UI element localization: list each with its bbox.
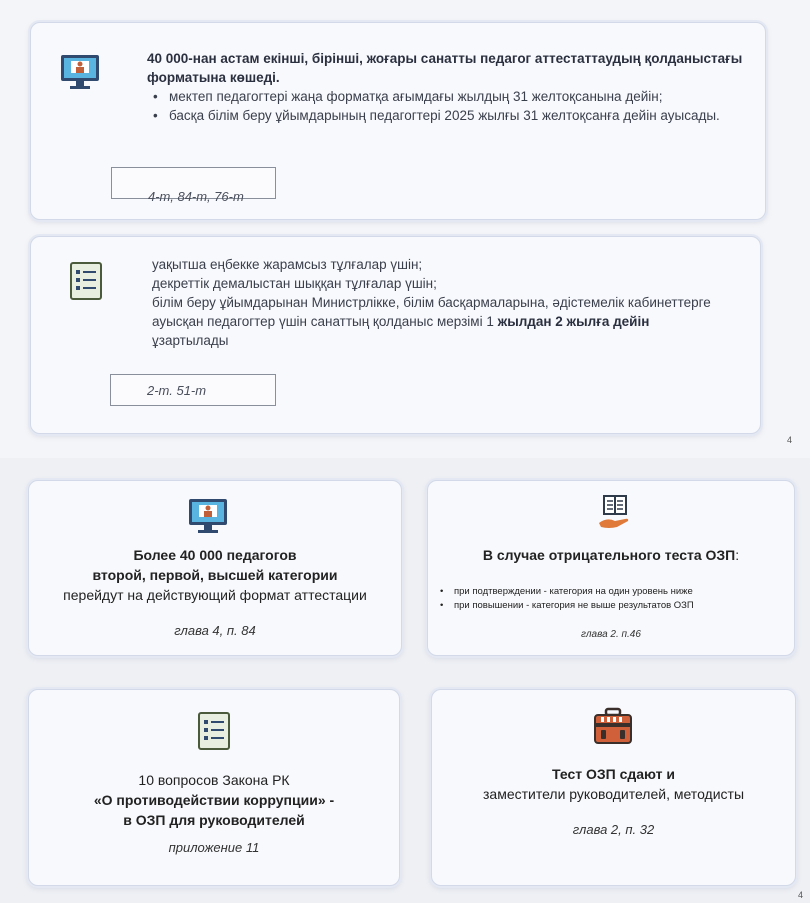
card-f-bold-line-1: Тест ОЗП сдают и (551, 766, 676, 782)
card-b-reference (110, 374, 276, 406)
card-negative-test-ru (427, 480, 795, 656)
card-category-extension-kz (30, 236, 761, 434)
card-b-tail: ұзартылады (152, 333, 229, 348)
card-c-bold-line-1: Более 40 000 педагогов (133, 547, 297, 563)
card-f-reference: глава 2, п. 32 (572, 822, 655, 837)
card-d-bullet-1: • при подтверждении - категория на один уровень ниже (436, 585, 786, 599)
card-e-bold-line-2: «О противодействии коррупции» - (93, 792, 335, 808)
monitor-teacher-icon (187, 495, 229, 542)
card-attestation-format-kz (30, 22, 766, 220)
page-number-top: 4 (787, 435, 793, 445)
card-attestation-format-ru (28, 480, 402, 656)
card-d-reference: глава 2. п.46 (581, 629, 641, 640)
card-a-bullet-1: • мектеп педагогтері жаңа форматқа ағымдағы жылдың 31 желтоқсанына дейін; (147, 87, 747, 106)
card-b-line-1: уақытша еңбекке жарамсыз тұлғалар үшін; (152, 257, 423, 272)
card-a-ref-text: 4-т, 84-т, 76-т (148, 188, 244, 204)
card-b-bold-part: жылдан 2 жылға дейін (497, 314, 650, 329)
card-anticorruption-ru (28, 689, 400, 886)
document-list-icon (197, 711, 231, 756)
card-b-line-3: білім беру ұйымдарынан Министрлікке, білім басқармаларына, әдістемелік кабинеттерге ауысқан педагогтер үшін санаттың қолданыс мерзімі 1 (152, 295, 711, 329)
card-a-bullet-2: • басқа білім беру ұйымдарының педагогтері 2025 жылғы 31 желтоқсанға дейін ауысады. (147, 106, 747, 125)
card-test-takers-ru (431, 689, 796, 886)
briefcase-icon (592, 707, 634, 752)
card-d-title: В случае отрицательного теста ОЗП (482, 547, 736, 563)
card-c-reference: глава 4, п. 84 (174, 623, 256, 638)
card-a-reference (111, 167, 276, 204)
card-d-bullets (436, 585, 786, 613)
card-d-title-suffix: : (735, 547, 740, 563)
card-f-normal-line: заместители руководителей, методисты (482, 786, 745, 802)
card-b-line-2: декреттік демалыстан шыққан тұлғалар үшін; (152, 276, 437, 291)
document-list-icon (69, 261, 103, 306)
card-e-reference: приложение 11 (168, 840, 260, 855)
card-b-ref-text: 2-т. 51-т (147, 382, 207, 398)
card-c-bold-line-2: второй, первой, высшей категории (92, 567, 338, 583)
card-e-bold-line-3: в ОЗП для руководителей (123, 812, 305, 828)
card-a-title: 40 000-нан астам екінші, бірінші, жоғары санатты педагог аттестаттаудың қолданыстағы форматына көшеді. (147, 51, 743, 85)
page-number-bottom: 4 (798, 890, 804, 900)
card-c-normal-line: перейдут на действующий формат аттестации (63, 587, 367, 603)
card-d-title-wrap (428, 545, 794, 565)
card-d-bullet-2: • при повышении - категория не выше результатов ОЗП (436, 599, 786, 613)
book-hand-icon (595, 493, 635, 538)
card-e-line-1: 10 вопросов Закона РК (138, 772, 290, 788)
monitor-teacher-icon (59, 51, 101, 98)
